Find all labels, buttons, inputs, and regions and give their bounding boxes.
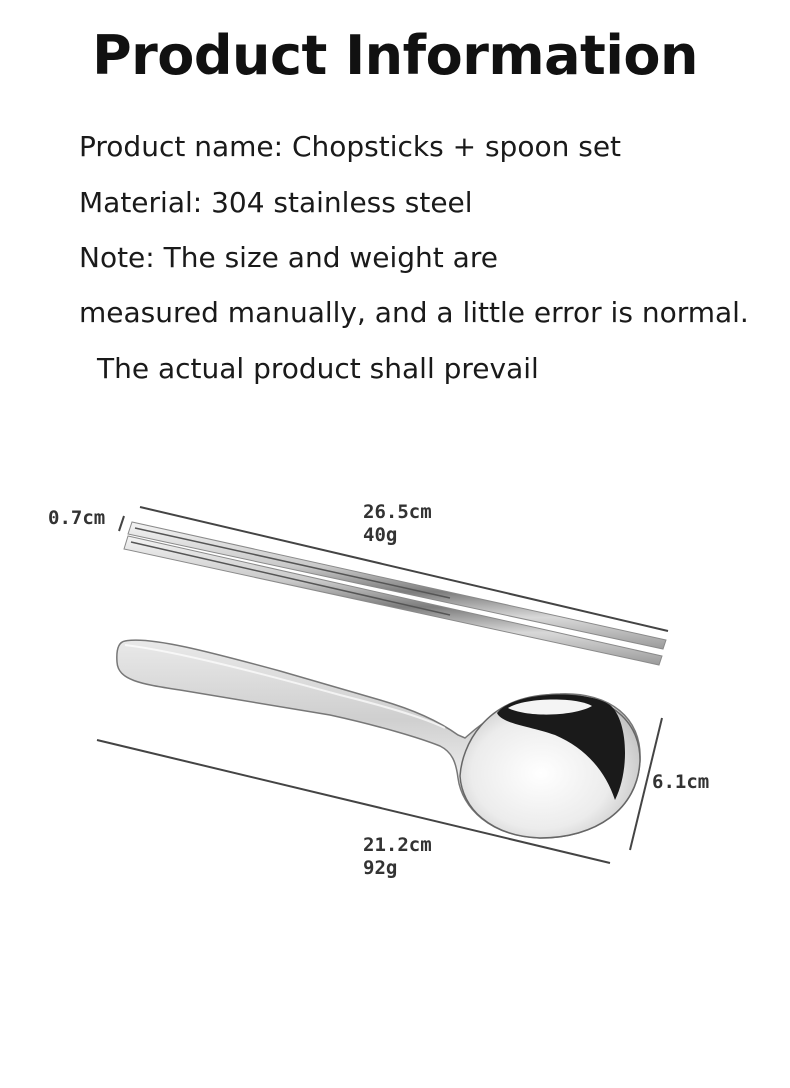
spoon-length-label: 21.2cm — [363, 834, 432, 856]
spoon-weight-label: 92g — [363, 857, 398, 879]
material-text: Material: 304 stainless steel — [79, 186, 473, 219]
spoon-width-label: 6.1cm — [652, 771, 710, 793]
note-text-line-1: Note: The size and weight are — [79, 241, 498, 274]
page-title: Product Information — [92, 24, 698, 87]
chopstick-length-label: 26.5cm — [363, 501, 432, 523]
chopstick-weight-label: 40g — [363, 524, 398, 546]
note-text-line-2: measured manually, and a little error is normal. — [79, 296, 749, 329]
chopstick-width-tick — [119, 516, 124, 531]
chopstick-width-label: 0.7cm — [48, 507, 106, 529]
product-name-text: Product name: Chopsticks + spoon set — [79, 130, 622, 163]
note-text-line-3: The actual product shall prevail — [97, 352, 539, 385]
